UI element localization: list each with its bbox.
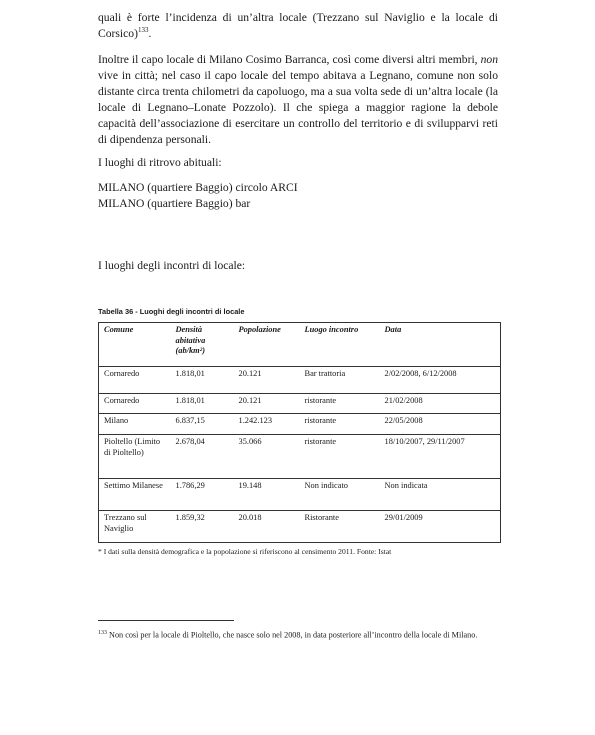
paragraph-1-text: quali è forte l’incidenza di un’altra locale (Trezzano sul Naviglio e la locale di Corsico) [98, 11, 498, 40]
table-caption: Tabella 36 - Luoghi degli incontri di locale [98, 307, 245, 316]
header-luogo: Luogo incontro [300, 323, 380, 367]
cell-data: 21/02/2008 [380, 394, 501, 414]
footnote-ref-133[interactable]: 133 [137, 26, 149, 35]
table-row [99, 435, 501, 479]
footnote-number: 133 [98, 630, 107, 636]
cell-luogo: Non indicato [300, 479, 380, 511]
cell-comune: Cornaredo [99, 394, 171, 414]
table-row [99, 394, 501, 414]
footnote-separator [98, 620, 234, 621]
table-row [99, 479, 501, 511]
meetings-heading: I luoghi degli incontri di locale: [98, 259, 246, 272]
places-heading: I luoghi di ritrovo abituali: [98, 156, 222, 169]
table-row [99, 367, 501, 394]
footnote-133 [98, 627, 500, 642]
cell-comune: Cornaredo [99, 367, 171, 394]
cell-data: 2/02/2008, 6/12/2008 [380, 367, 501, 394]
cell-popolazione: 20.018 [234, 511, 300, 543]
table-row [99, 414, 501, 435]
place-item-1: MILANO (quartiere Baggio) circolo ARCI [98, 181, 298, 194]
cell-luogo: Ristorante [300, 511, 380, 543]
cell-densita: 1.818,01 [171, 367, 234, 394]
meetings-table [98, 322, 501, 543]
cell-data: 29/01/2009 [380, 511, 501, 543]
cell-luogo: ristorante [300, 435, 380, 479]
header-comune: Comune [99, 323, 171, 367]
cell-data: 18/10/2007, 29/11/2007 [380, 435, 501, 479]
cell-comune: Milano [99, 414, 171, 435]
place-item-2: MILANO (quartiere Baggio) bar [98, 197, 251, 210]
paragraph-1 [98, 10, 498, 42]
cell-densita: 1.859,32 [171, 511, 234, 543]
cell-popolazione: 19.148 [234, 479, 300, 511]
paragraph-2 [98, 52, 498, 148]
cell-densita: 1.786,29 [171, 479, 234, 511]
table-source-note: * I dati sulla densità demografica e la popolazione si riferiscono al censimento 2011. Fonte: Istat [98, 547, 392, 556]
cell-densita: 1.818,01 [171, 394, 234, 414]
cell-data: Non indicata [380, 479, 501, 511]
cell-comune: Pioltello (Limito di Pioltello) [99, 435, 171, 479]
cell-popolazione: 20.121 [234, 367, 300, 394]
cell-data: 22/05/2008 [380, 414, 501, 435]
paragraph-2-text-b: vive in città; nel caso il capo locale del tempo abitava a Legnano, comune non solo distante circa trenta chilometri da capoluogo, ma a sua volta sede di un’altra locale (la locale di Legnano–Lonate Pozzolo). Il che spiega a maggior ragione la debole capacità dell’associazione di esercitare un controllo del territorio e di svilupparvi reti di dipendenza personali. [98, 69, 498, 146]
paragraph-1-end: . [148, 27, 152, 40]
paragraph-2-emphasis: non [480, 53, 498, 66]
cell-densita: 6.837,15 [171, 414, 234, 435]
cell-popolazione: 20.121 [234, 394, 300, 414]
table-header-row [99, 323, 501, 367]
cell-popolazione: 35.066 [234, 435, 300, 479]
table-row [99, 511, 501, 543]
cell-densita: 2.678,04 [171, 435, 234, 479]
cell-comune: Settimo Milanese [99, 479, 171, 511]
cell-luogo: ristorante [300, 394, 380, 414]
header-densita: Densità abitativa (ab/km²) [171, 323, 234, 367]
cell-comune: Trezzano sul Naviglio [99, 511, 171, 543]
cell-luogo: ristorante [300, 414, 380, 435]
header-data: Data [380, 323, 501, 367]
cell-luogo: Bar trattoria [300, 367, 380, 394]
cell-popolazione: 1.242.123 [234, 414, 300, 435]
paragraph-2-text-a: Inoltre il capo locale di Milano Cosimo Barranca, così come diversi altri membri, [98, 53, 481, 66]
footnote-text: Non così per la locale di Pioltello, che nasce solo nel 2008, in data posteriore all’incontro della locale di Milano. [107, 630, 478, 640]
header-popolazione: Popolazione [234, 323, 300, 367]
